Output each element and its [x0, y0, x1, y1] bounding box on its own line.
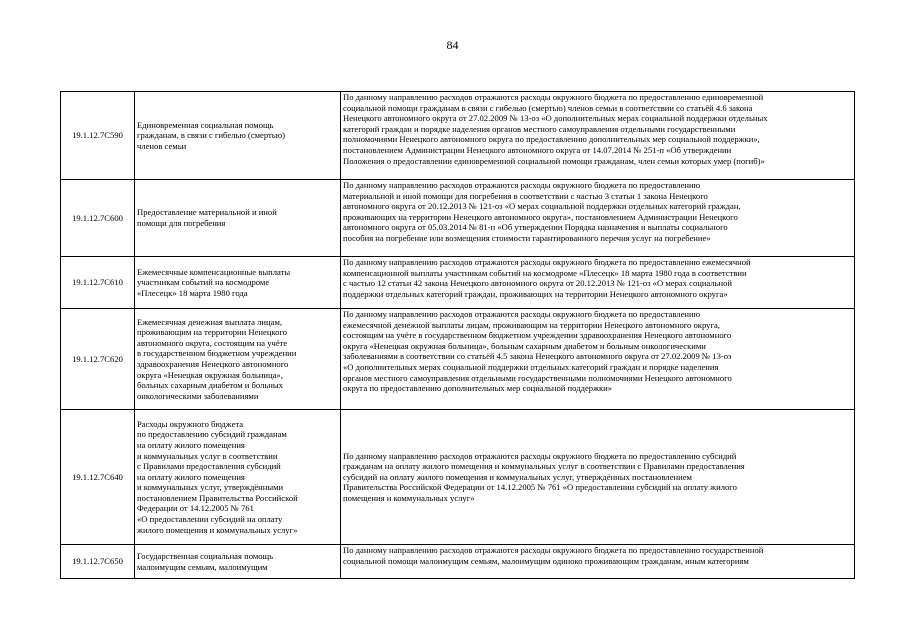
row-name-line: и коммунальных услуг, утверждёнными — [137, 482, 284, 493]
table-row — [61, 545, 855, 579]
row-name-line: автономного округа, состоящим на учёте — [137, 337, 288, 348]
row-name — [135, 257, 341, 309]
row-description-line: По данному направлению расходов отражаются расходы окружного бюджета по предоставлению государственной — [343, 545, 764, 555]
row-description-line: компенсационной выплаты участникам событий на космодроме «Плесецк» 18 марта 1980 года в соответствии — [343, 267, 747, 278]
row-description-line: По данному направлению расходов отражаются расходы окружного бюджета по предоставлению субсидий — [343, 450, 737, 461]
row-description-line: ежемесячной денежной выплаты лицам, проживающим на территории Ненецкого автономного округа, — [343, 319, 720, 330]
row-name-line: Государственная социальная помощь — [137, 550, 274, 561]
row-description-line: заболеваниями в соответствии со статьёй 4.5 закона Ненецкого автономного округа от 27.02.2009 № 13-оз — [343, 351, 732, 362]
table-row — [61, 92, 855, 180]
row-name-line: гражданам, в связи с гибелью (смертью) — [137, 130, 285, 141]
row-name-line: «Плесецк» 18 марта 1980 года — [137, 287, 248, 298]
row-name-line: Единовременная социальная помощь — [137, 119, 274, 130]
row-description-line: проживающих на территории Ненецкого автономного округа», постановлением Администрации Ненецкого — [343, 211, 738, 222]
row-name — [135, 180, 341, 257]
row-description-line: материальной и иной помощи для погребения в соответствии с частью 3 статьи 1 закона Ненецкого — [343, 190, 708, 201]
row-name-line: Федерации от 14.12.2005 № 761 — [137, 503, 254, 514]
row-description-line: Положения о предоставлении единовременной социальной помощи гражданам, член семьи которых умер (погиб)» — [343, 155, 765, 166]
row-name — [135, 545, 341, 579]
row-name-line: малоимущим семьям, малоимущим — [137, 561, 268, 572]
row-description-line: гражданам на оплату жилого помещения и коммунальных услуг в соответствии с Правилами предоставления — [343, 461, 745, 472]
page-number: 84 — [446, 38, 459, 52]
row-description-line: органов местного самоуправления отдельными государственными полномочиями Ненецкого автономного — [343, 372, 732, 383]
row-description-line: По данному направлению расходов отражаются расходы окружного бюджета по предоставлению — [343, 180, 700, 190]
row-description-line: пособия на погребение или возмещения стоимости гарантированного перечня услуг на погребение» — [343, 232, 711, 243]
row-code: 19.1.12.7С590 — [61, 92, 135, 180]
row-description-line: состоящим на учёте в государственном бюджетном учреждении здравоохранения Ненецкого автономного — [343, 330, 732, 341]
row-name-line: Расходы окружного бюджета — [137, 418, 244, 429]
row-name — [135, 92, 341, 180]
row-name-line: постановлением Правительства Российской — [137, 492, 298, 503]
row-name-line: Предоставление материальной и иной — [137, 207, 277, 218]
row-name-line: с Правилами предоставления субсидий — [137, 461, 281, 472]
row-description-line: По данному направлению расходов отражаются расходы окружного бюджета по предоставлению — [343, 309, 700, 319]
row-description-line: с частью 12 статьи 42 закона Ненецкого автономного округа от 20.12.2013 № 121-оз «О мерах социальной — [343, 278, 733, 289]
row-description-line: социальной помощи гражданам в связи с гибелью (смертью) членов семьи в соответствии со статьёй 4.6 закона — [343, 102, 753, 113]
row-name — [135, 410, 341, 545]
row-description-line: субсидий на оплату жилого помещения и коммунальных услуг, утверждённых постановлением — [343, 471, 692, 482]
table-row — [61, 309, 855, 410]
row-description-line: По данному направлению расходов отражаются расходы окружного бюджета по предоставлению единовременной — [343, 92, 764, 102]
row-description-line: социальной помощи малоимущим семьям, малоимущим одиноко проживающим гражданам, иным категориям — [343, 555, 749, 566]
row-description-line: автономного округа от 20.12.2013 № 121-оз «О мерах социальной поддержки отдельных категорий граждан, — [343, 201, 741, 212]
row-code: 19.1.12.7С640 — [61, 410, 135, 545]
row-description-line: полномочиями Ненецкого автономного округа по предоставлению дополнительных мер социальной поддержки», — [343, 134, 760, 145]
row-name-line: на оплату жилого помещения — [137, 471, 245, 482]
row-name-line: проживающим на территории Ненецкого — [137, 327, 288, 338]
row-description-line: округа «Ненецкая окружная больница», больным сахарным диабетом и больным онкологическими — [343, 340, 706, 351]
table-row — [61, 180, 855, 257]
row-code: 19.1.12.7С650 — [61, 545, 135, 579]
row-description-line: Правительства Российской Федерации от 14.12.2005 № 761 «О предоставлении субсидий на оплату жилого — [343, 482, 737, 493]
row-name-line: членов семьи — [137, 140, 187, 151]
row-name-line: онкологическими заболеваниями — [137, 390, 259, 401]
table-row — [61, 410, 855, 545]
row-description — [341, 180, 855, 257]
row-name-line: «О предоставлении субсидий на оплату — [137, 514, 283, 525]
row-code: 19.1.12.7С610 — [61, 257, 135, 309]
row-description — [341, 257, 855, 309]
row-name — [135, 309, 341, 410]
row-name-line: жилого помещения и коммунальных услуг» — [137, 524, 298, 535]
row-description-line: поддержки отдельных категорий граждан, проживающих на территории Ненецкого автономного округа» — [343, 288, 728, 299]
budget-classification-table — [60, 91, 855, 579]
row-name-line: в государственном бюджетном учреждении — [137, 348, 297, 359]
row-description-line: Ненецкого автономного округа от 27.02.2009 № 13-оз «О дополнительных мерах социальной поддержки отдельных — [343, 113, 768, 124]
row-description — [341, 309, 855, 410]
row-name-line: Ежемесячная денежная выплата лицам, — [137, 316, 283, 327]
row-name-line: помощи для погребения — [137, 218, 226, 228]
row-code: 19.1.12.7С600 — [61, 180, 135, 257]
row-name-line: по предоставлению субсидий гражданам — [137, 429, 287, 440]
table-row — [61, 257, 855, 309]
row-description-line: автономного округа от 05.03.2014 № 81-п «Об утверждении Порядка назначения и выплаты социального — [343, 222, 728, 233]
row-description-line: категорий граждан и порядке наделения органов местного самоуправления отдельными государственными — [343, 123, 736, 134]
row-description — [341, 92, 855, 180]
row-name-line: и коммунальных услуг в соответствии — [137, 450, 278, 461]
row-name-line: больных сахарным диабетом и больных — [137, 380, 283, 391]
row-description-line: По данному направлению расходов отражаются расходы окружного бюджета по предоставлению ежемесячной — [343, 257, 751, 267]
row-description-line: «О дополнительных мерах социальной поддержки отдельных категорий граждан и порядке наделения — [343, 361, 719, 372]
row-description — [341, 545, 855, 579]
row-description — [341, 410, 855, 545]
row-name-line: здравоохранения Ненецкого автономного — [137, 359, 289, 369]
row-name-line: участникам событий на космодроме — [137, 277, 270, 288]
row-description-line: округа по предоставлению дополнительных мер социальной поддержки» — [343, 383, 613, 394]
row-name-line: Ежемесячные компенсационные выплаты — [137, 266, 291, 277]
row-name-line: округа «Ненецкая окружная больница», — [137, 369, 283, 380]
row-description-line: помещения и коммунальных услуг» — [343, 492, 475, 503]
row-code: 19.1.12.7С620 — [61, 309, 135, 410]
row-description-line: постановлением Администрации Ненецкого автономного округа от 14.07.2014 № 251-п «Об утверждении — [343, 144, 732, 155]
row-name-line: на оплату жилого помещения — [137, 439, 245, 450]
